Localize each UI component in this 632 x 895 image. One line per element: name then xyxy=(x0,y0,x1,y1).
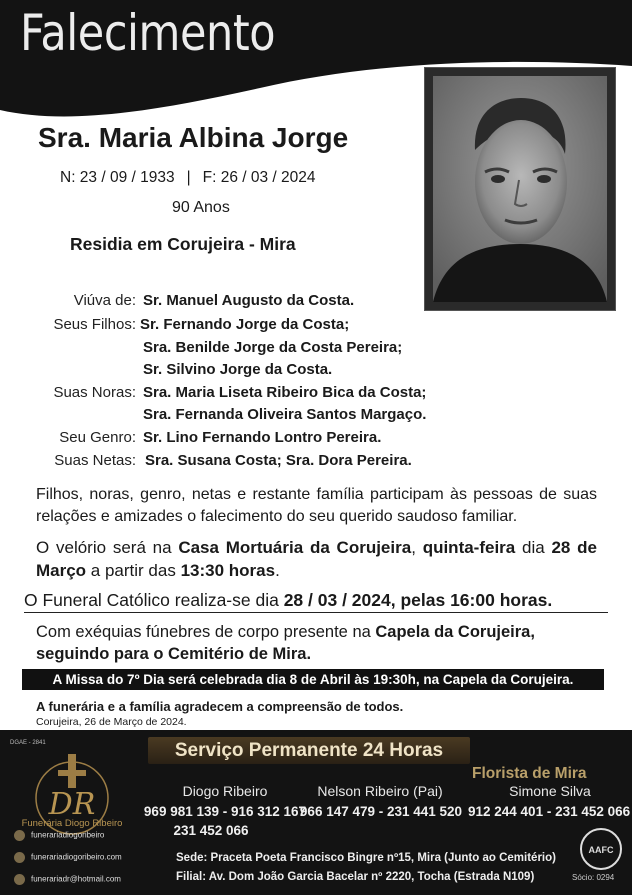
funeral-datetime: 28 / 03 / 2024, pelas 16:00 horas. xyxy=(283,590,553,610)
contact-name: Nelson Ribeiro (Pai) xyxy=(317,783,443,799)
member-number: Sócio: 0294 xyxy=(572,873,615,882)
association-letters: AAFC xyxy=(588,845,614,855)
email-icon xyxy=(14,874,25,885)
contact-phone: 912 244 401 - 231 452 066 xyxy=(468,804,631,819)
relative-name: Sra. Maria Liseta Ribeiro Bica da Costa; xyxy=(143,384,427,401)
logo-letters: DR xyxy=(48,787,96,822)
age: 90 Anos xyxy=(172,199,230,216)
contact-name: Diogo Ribeiro xyxy=(182,783,268,799)
wake-text-part: dia xyxy=(515,538,552,557)
relative-label: Seu Genro: xyxy=(59,429,136,446)
relative-name: Sr. Manuel Augusto da Costa. xyxy=(143,292,355,309)
relative-label: Suas Noras: xyxy=(53,384,136,401)
funeral-text xyxy=(24,590,608,613)
residence: Residia em Corujeira - Mira xyxy=(70,234,296,254)
wake-day: quinta-feira xyxy=(422,538,516,557)
relative-name: Sr. Silvino Jorge da Costa. xyxy=(143,361,333,378)
contact-name: Simone Silva xyxy=(509,783,591,799)
exequies-text-part: Com exéquias fúnebres de corpo presente na xyxy=(36,623,376,641)
brand-name: Funerária Diogo Ribeiro xyxy=(21,818,123,829)
portrait-frame xyxy=(425,68,615,310)
relative-label: Suas Netas: xyxy=(54,452,136,469)
social-website[interactable] xyxy=(14,852,122,863)
funeral-text-part: O Funeral Católico realiza-se dia xyxy=(24,590,284,610)
social-text: funerariadiogoribeiro xyxy=(31,830,105,840)
page-title: Falecimento xyxy=(20,4,276,62)
relative-name: Sra. Fernanda Oliveira Santos Margaço. xyxy=(143,406,427,423)
relative-name: Sr. Fernando Jorge da Costa; xyxy=(140,316,350,333)
wake-place: Casa Mortuária da Corujeira xyxy=(178,538,412,557)
wake-text xyxy=(36,536,597,582)
dgae-code: DGAE - 2841 xyxy=(10,740,46,746)
social-email[interactable] xyxy=(14,874,121,885)
contact-phone: 969 981 139 - 916 312 167 xyxy=(143,804,307,819)
wake-text-part: , xyxy=(411,538,423,557)
facebook-icon xyxy=(14,830,25,841)
contact-phone: 231 452 066 xyxy=(173,823,249,838)
exequies-text xyxy=(36,621,597,665)
date-separator: | xyxy=(186,169,191,186)
social-text: funerariadr@hotmail.com xyxy=(31,874,121,884)
exequies-destination: seguindo para o Cemitério de Mira. xyxy=(36,645,312,663)
announcement-text: Filhos, noras, genro, netas e restante família participam às pessoas de suas relações e amizades o falecimento do seu querido saudoso familiar. xyxy=(36,486,597,525)
social-text: funerariadiogoribeiro.com xyxy=(31,852,122,862)
portrait-photo xyxy=(433,76,607,302)
relative-label: Seus Filhos: xyxy=(53,316,136,333)
relative-label: Viúva de: xyxy=(73,292,136,309)
life-dates xyxy=(60,169,316,187)
deceased-name: Sra. Maria Albina Jorge xyxy=(38,122,349,153)
death-date: F: 26 / 03 / 2024 xyxy=(202,169,316,186)
service-text: Serviço Permanente 24 Horas xyxy=(174,740,444,761)
address-main: Sede: Praceta Poeta Francisco Bingre nº15, Mira (Junto ao Cemitério) xyxy=(176,852,556,864)
association-logo xyxy=(580,828,622,870)
instagram-icon xyxy=(14,852,25,863)
missa-banner: A Missa do 7º Dia será celebrada dia 8 de Abril às 19:30h, na Capela da Corujeira. xyxy=(22,669,604,690)
contact-phone: 966 147 479 - 231 441 520 xyxy=(299,804,463,819)
florista-title: Florista de Mira xyxy=(472,765,587,782)
social-facebook[interactable] xyxy=(14,830,104,841)
wake-time: 13:30 horas xyxy=(180,561,276,580)
wake-text-part: a partir das xyxy=(86,561,181,580)
place-date: Corujeira, 26 de Março de 2024. xyxy=(36,716,187,728)
wake-text-part: O velório será na xyxy=(36,538,179,557)
relative-name: Sr. Lino Fernando Lontro Pereira. xyxy=(143,429,382,446)
relative-name: Sra. Susana Costa; Sra. Dora Pereira. xyxy=(145,452,412,469)
thanks-text: A funerária e a família agradecem a compreensão de todos. xyxy=(36,699,404,714)
birth-date: N: 23 / 09 / 1933 xyxy=(60,169,175,186)
wake-date: 28 de Março xyxy=(36,538,597,580)
exequies-chapel: Capela da Corujeira, xyxy=(375,623,535,641)
relative-name: Sra. Benilde Jorge da Costa Pereira; xyxy=(143,339,403,356)
wake-text-part: . xyxy=(275,561,280,580)
address-branch: Filial: Av. Dom João Garcia Bacelar nº 2220, Tocha (Estrada N109) xyxy=(176,871,535,883)
